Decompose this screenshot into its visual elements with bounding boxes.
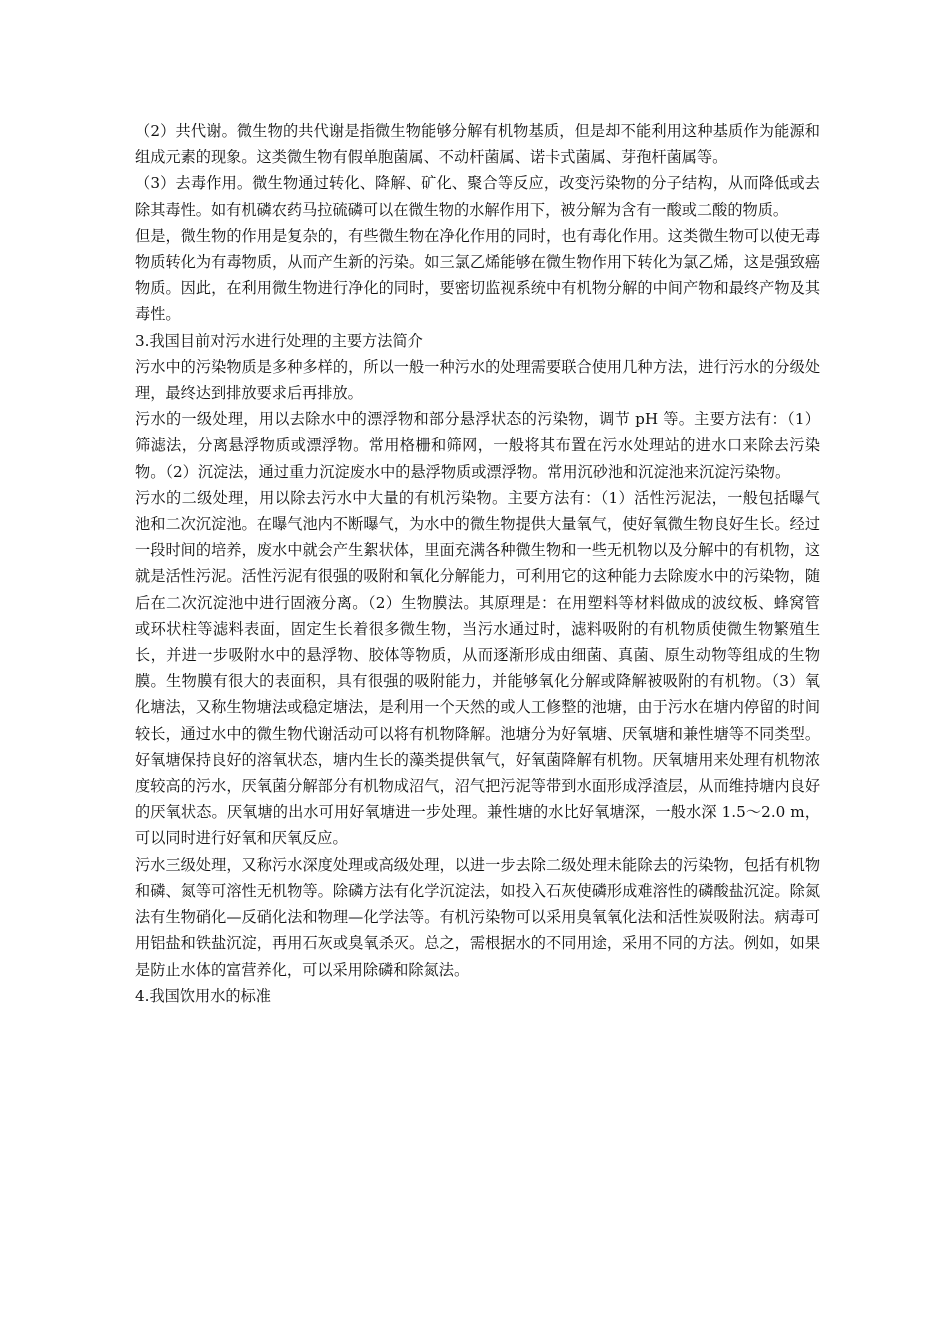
heading-section-3: 3.我国目前对污水进行处理的主要方法简介: [135, 331, 423, 350]
paragraph-co-metabolism: （2）共代谢。微生物的共代谢是指微生物能够分解有机物基质，但是却不能利用这种基质作为能源和组成元素的现象。这类微生物有假单胞菌属、不动杆菌属、诺卡式菌属、芽孢杆菌属等。: [135, 122, 820, 167]
paragraph-treatment-overview: 污水中的污染物质是多种多样的，所以一般一种污水的处理需要联合使用几种方法，进行污水的分级处理，最终达到排放要求后再排放。: [135, 357, 820, 403]
document-page: [135, 118, 820, 1009]
heading-section-4: 4.我国饮用水的标准: [135, 986, 271, 1005]
paragraph-primary-treatment: 污水的一级处理，用以去除水中的漂浮物和部分悬浮状态的污染物，调节 pH 等。主要方法有：（1）筛滤法，分离悬浮物质或漂浮物。常用格栅和筛网，一般将其布置在污水处理站的进水口来除去污染物。（2）沉淀法，通过重力沉淀废水中的悬浮物质或漂浮物。常用沉砂池和沉淀池来沉淀污染物。: [135, 410, 820, 481]
paragraph-microbe-toxicity: 但是，微生物的作用是复杂的，有些微生物在净化作用的同时，也有毒化作用。这类微生物可以使无毒物质转化为有毒物质，从而产生新的污染。如三氯乙烯能够在微生物作用下转化为氯乙烯，这是强致癌物质。因此，在利用微生物进行净化的同时，要密切监视系统中有机物分解的中间产物和最终产物及其毒性。: [135, 226, 820, 324]
paragraph-secondary-treatment: 污水的二级处理，用以除去污水中大量的有机污染物。主要方法有：（1）活性污泥法，一般包括曝气池和二次沉淀池。在曝气池内不断曝气，为水中的微生物提供大量氧气，使好氧微生物良好生长。经过一段时间的培养，废水中就会产生絮状体，里面充满各种微生物和一些无机物以及分解中的有机物，这就是活性污泥。活性污泥有很强的吸附和氧化分解能力，可利用它的这种能力去除废水中的污染物，随后在二次沉淀池中进行固液分离。（2）生物膜法。其原理是：在用塑料等材料做成的波纹板、蜂窝管或环状柱等滤料表面，固定生长着很多微生物，当污水通过时，滤料吸附的有机物质使微生物繁殖生长，并进一步吸附水中的悬浮物、胶体等物质，从而逐渐形成由细菌、真菌、原生动物等组成的生物膜。生物膜有很大的表面积，具有很强的吸附能力，并能够氧化分解或降解被吸附的有机物。（3）氧化塘法，又称生物塘法或稳定塘法，是利用一个天然的或人工修整的池塘，由于污水在塘内停留的时间较长，通过水中的微生物代谢活动可以将有机物降解。池塘分为好氧塘、厌氧塘和兼性塘等不同类型。好氧塘保持良好的溶氧状态，塘内生长的藻类提供氧气，好氧菌降解有机物。厌氧塘用来处理有机物浓度较高的污水，厌氧菌分解部分有机物成沼气，沼气把污泥等带到水面形成浮渣层，从而维持塘内良好的厌氧状态。厌氧塘的出水可用好氧塘进一步处理。兼性塘的水比好氧塘深，一般水深 1.5～2.0 m，可以同时进行好氧和厌氧反应。: [135, 488, 820, 848]
paragraph-tertiary-treatment: 污水三级处理，又称污水深度处理或高级处理，以进一步去除二级处理未能除去的污染物，包括有机物和磷、氮等可溶性无机物等。除磷方法有化学沉淀法，如投入石灰使磷形成难溶性的磷酸盐沉淀。除氮法有生物硝化—反硝化法和物理—化学法等。有机污染物可以采用臭氧氧化法和活性炭吸附法。病毒可用铝盐和铁盐沉淀，再用石灰或臭氧杀灭。总之，需根据水的不同用途，采用不同的方法。例如，如果是防止水体的富营养化，可以采用除磷和除氮法。: [135, 855, 820, 979]
paragraph-detoxification: （3）去毒作用。微生物通过转化、降解、矿化、聚合等反应，改变污染物的分子结构，从而降低或去除其毒性。如有机磷农药马拉硫磷可以在微生物的水解作用下，被分解为含有一酸或二酸的物质。: [135, 174, 820, 219]
